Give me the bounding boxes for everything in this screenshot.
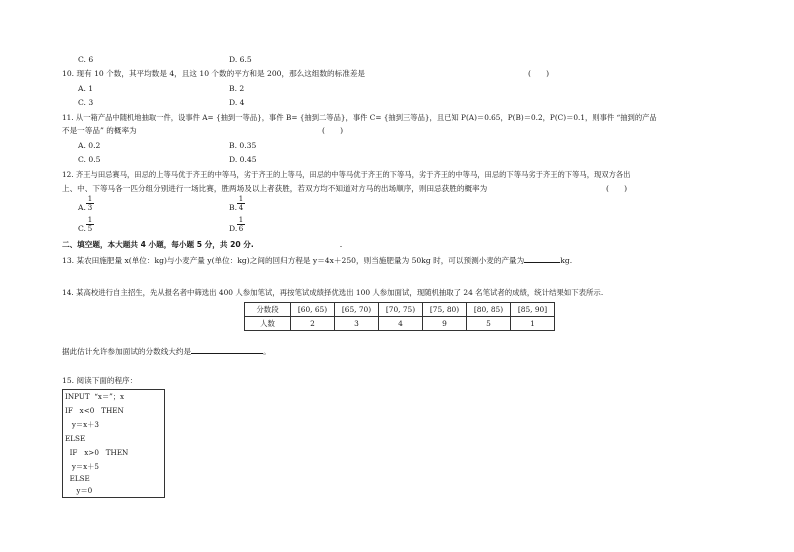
- q11-answer-paren: ( ): [322, 126, 344, 135]
- q10-option-d: D. 4: [229, 98, 245, 107]
- q13-text: 13. 某农田施肥量 x(单位：kg)与小麦产量 y(单位：kg)之间的回归方程是 y＝4x＋250，则当施肥量为 50kg 时，可以预测小麦的产量为: [62, 256, 525, 265]
- table-cell: [85, 90]: [511, 303, 555, 317]
- q11-question-line1: 11. 从一箱产品中随机地抽取一件，设事件 A= {抽到一等品}，事件 B= {抽到二等品}，事件 C= {抽到三等品}，且已知 P(A)＝0.65，P(B)＝0.2，P(C)＝0.1，则事件 “抽到的产品: [62, 113, 657, 122]
- fraction-numerator: 1: [87, 216, 93, 224]
- q12-option-b-label: B.: [229, 203, 237, 212]
- q12-option-a-label: A.: [78, 203, 86, 212]
- code-line: y＝x＋3: [65, 420, 99, 429]
- q12-option-c-fraction: [85, 216, 95, 233]
- q12-option-d-label: D.: [229, 224, 238, 233]
- q11-option-c: C. 0.5: [78, 155, 101, 164]
- fraction-numerator: 1: [87, 195, 93, 203]
- fraction-denominator: 5: [87, 225, 93, 233]
- stray-mark: [340, 246, 342, 247]
- q11-option-b: B. 0.35: [229, 141, 257, 150]
- q10-option-c: C. 3: [78, 98, 94, 107]
- q14-question: 14. 某高校进行自主招生，先从报名者中筛选出 400 人参加笔试，再按笔试成绩择优选出 100 人参加面试，现随机抽取了 24 名笔试者的成绩，统计结果如下表所示.: [62, 288, 604, 297]
- q15-question: 15. 阅读下面的程序：: [62, 376, 138, 385]
- q14-answer-blank[interactable]: [191, 353, 263, 354]
- q13-question: [62, 256, 572, 266]
- q12-question-line1: 12. 齐王与田忌赛马，田忌的上等马优于齐王的中等马，劣于齐王的上等马，田忌的中等马优于齐王的下等马，劣于齐王的中等马，田忌的下等马劣于齐王的下等马，现双方各出: [62, 170, 631, 179]
- table-cell: [70, 75): [379, 303, 423, 317]
- fraction-numerator: 1: [238, 216, 244, 224]
- table-cell: [60, 65): [291, 303, 335, 317]
- table-cell: 4: [379, 317, 423, 331]
- q12-option-b-fraction: [236, 195, 246, 212]
- table-cell: 2: [291, 317, 335, 331]
- q12-question-line2: 上、中、下等马各一匹分组分别进行一场比赛，胜两场及以上者获胜，若双方均不知道对方马的出场顺序，则田忌获胜的概率为: [62, 184, 488, 193]
- table-cell: 5: [467, 317, 511, 331]
- table-cell: [65, 70): [335, 303, 379, 317]
- score-distribution-table: [244, 302, 555, 331]
- q11-question-line2: 不是一等品” 的概率为: [62, 126, 137, 135]
- code-line: y＝0: [65, 486, 93, 495]
- code-line: y＝x＋5: [65, 462, 99, 471]
- q13-unit: kg.: [560, 256, 573, 265]
- fraction-denominator: 6: [238, 225, 244, 233]
- table-row: [245, 317, 555, 331]
- table-cell: 9: [423, 317, 467, 331]
- q9-option-d: D. 6.5: [229, 55, 252, 64]
- q10-answer-paren: ( ): [528, 69, 550, 78]
- code-line: IF x<0 THEN: [65, 406, 124, 415]
- table-cell: [80, 85): [467, 303, 511, 317]
- q10-question: 10. 现有 10 个数，其平均数是 4，且这 10 个数的平方和是 200，那么这组数的标准差是: [62, 69, 366, 78]
- q12-option-a-fraction: [85, 195, 95, 212]
- q10-option-a: A. 1: [78, 84, 94, 93]
- q13-answer-blank[interactable]: [524, 262, 560, 263]
- code-line: ELSE: [65, 474, 90, 483]
- code-line: IF x>0 THEN: [65, 448, 129, 457]
- q11-option-d: D. 0.45: [229, 155, 257, 164]
- table-cell: 1: [511, 317, 555, 331]
- q10-option-b: B. 2: [229, 84, 245, 93]
- q12-answer-paren: ( ): [606, 184, 628, 193]
- table-header-cell: 分数段: [245, 303, 291, 317]
- q12-option-c-label: C.: [78, 224, 86, 233]
- table-cell: 3: [335, 317, 379, 331]
- table-cell: [75, 80): [423, 303, 467, 317]
- q14-estimate: [62, 347, 271, 357]
- q12-option-d-fraction: [236, 216, 246, 233]
- q14-estimate-end: 。: [263, 347, 271, 356]
- q14-estimate-text: 据此估计允许参加面试的分数线大约是: [62, 347, 192, 356]
- code-line: ELSE: [65, 434, 86, 443]
- q9-option-c: C. 6: [78, 55, 94, 64]
- fraction-denominator: 3: [87, 204, 93, 212]
- fraction-numerator: 1: [238, 195, 244, 203]
- program-code-box: [62, 389, 165, 498]
- table-header-cell: 人数: [245, 317, 291, 331]
- table-row: [245, 303, 555, 317]
- q11-option-a: A. 0.2: [78, 141, 101, 150]
- fraction-denominator: 4: [238, 204, 244, 212]
- code-line: INPUT “x＝”；x: [65, 392, 125, 401]
- section-heading-fill-in: 二、填空题，本大题共 4 小题，每小题 5 分，共 20 分.: [62, 240, 254, 249]
